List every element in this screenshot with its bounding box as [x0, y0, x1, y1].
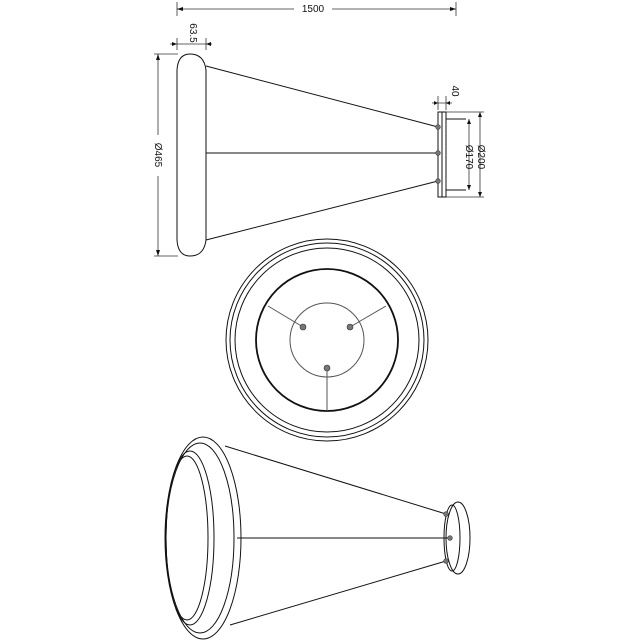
overall-length-dimension [177, 2, 456, 16]
plate-diameter-label: Ø200 [475, 144, 486, 170]
plate-thickness-dimension [432, 85, 460, 110]
rim-depth-dimension [170, 23, 212, 50]
plate-thickness-label: 40 [449, 85, 460, 97]
plate-inner-diameter-dimension [463, 119, 474, 190]
perspective-view [165, 437, 470, 639]
rim-side [177, 54, 206, 256]
rim-depth-label: 63.5 [187, 23, 198, 43]
cone-diameter-dimension [152, 54, 178, 256]
cone-diameter-label: Ø465 [152, 142, 163, 168]
mount-plate-side [436, 112, 466, 197]
overall-length-label: 1500 [301, 4, 325, 15]
end-view [226, 239, 428, 441]
cone-side [206, 66, 438, 240]
side-view [152, 2, 486, 256]
plate-inner-diameter-label: Ø170 [463, 144, 474, 170]
